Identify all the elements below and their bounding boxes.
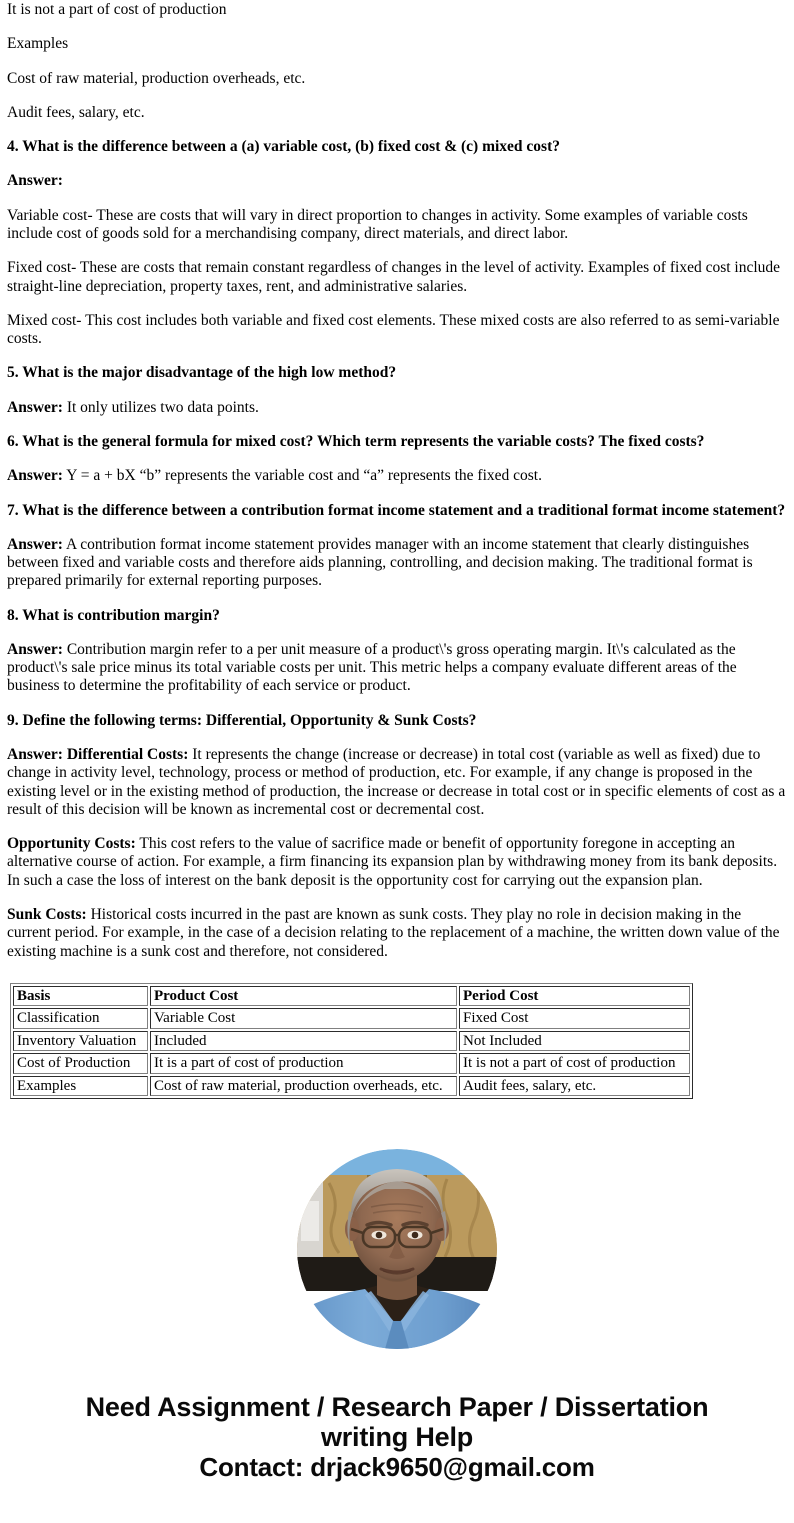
table-row (13, 1053, 690, 1074)
table-cell: Audit fees, salary, etc. (459, 1076, 690, 1097)
footer-line-2: writing Help (320, 1422, 474, 1453)
term-text: This cost refers to the value of sacrifice made or benefit of opportunity foregone in accepting an alternative course of action. For example, a firm financing its expansion plan by withdrawing money from its bank deposits. In such a case the loss of interest on the bank deposit is the opportunity cost for carrying out the expansion plan. (7, 835, 778, 889)
table-row (13, 1076, 690, 1097)
answer-paragraph: Mixed cost- This cost includes both variable and fixed cost elements. These mixed costs are also referred to as semi-variable costs. (7, 311, 780, 348)
table-cell: Variable Cost (150, 1008, 457, 1029)
table-header-row (13, 986, 690, 1007)
question-heading-6: 6. What is the general formula for mixed cost? Which term represents the variable costs? The fixed costs? (7, 432, 705, 450)
answer-label-differential: Answer: Differential Costs: (7, 746, 189, 764)
question-heading-5: 5. What is the major disadvantage of the high low method? (7, 364, 397, 382)
answer-text: Y = a + bX “b” represents the variable cost and “a” represents the fixed cost. (66, 467, 542, 485)
footer-banner (0, 1393, 794, 1502)
question-heading-4: 4. What is the difference between a (a) variable cost, (b) fixed cost & (c) mixed cost? (7, 138, 561, 156)
text-fragment: Audit fees, salary, etc. (7, 103, 145, 121)
avatar-container (0, 1149, 794, 1349)
table-cell: It is not a part of cost of production (459, 1053, 690, 1074)
question-heading-7: 7. What is the difference between a contribution format income statement and a traditional format income statement? (7, 501, 786, 519)
question-heading-8: 8. What is contribution margin? (7, 606, 220, 624)
answer-block-6 (7, 467, 787, 485)
answer-block-8 (7, 641, 787, 696)
term-text: Historical costs incurred in the past are known as sunk costs. They play no role in decision making in the current period. For example, in the case of a decision relating to the replacement of a machine, the written down value of the existing machine is a sunk cost and therefore, not considered. (7, 906, 780, 960)
term-sunk-costs (7, 906, 787, 961)
answer-label-4 (7, 172, 787, 190)
answer-block-7 (7, 536, 787, 591)
table-cell: Included (150, 1031, 457, 1052)
product-vs-period-cost-table (10, 983, 693, 1100)
table-cell: Fixed Cost (459, 1008, 690, 1029)
term-label: Sunk Costs: (7, 906, 87, 923)
footer-contact-line: Contact: drjack9650@gmail.com (199, 1452, 595, 1483)
answer-paragraph: Variable cost- These are costs that will vary in direct proportion to changes in activity. Some examples of variable costs include cost of goods sold for a merchandising company, direct materials, and direct labor. (7, 206, 748, 242)
table-row (13, 1031, 690, 1052)
question-heading-9: 9. Define the following terms: Differential, Opportunity & Sunk Costs? (7, 711, 477, 729)
table-cell: Cost of raw material, production overheads, etc. (150, 1076, 457, 1097)
table-cell: Not Included (459, 1031, 690, 1052)
footer-line-1: Need Assignment / Research Paper / Dissertation (85, 1392, 709, 1423)
answer-text: It represents the change (increase or decrease) in total cost (variable as well as fixed) due to change in activity level, technology, process or method of production, etc. For example, if any change is proposed in the existing level or in the existing method of production, the increase or decrease in total cost or in specific elements of cost as a result of this decision will be known as incremental cost or decremental cost. (7, 746, 786, 818)
answer-label: Answer: (7, 172, 63, 190)
table-cell: Examples (13, 1076, 148, 1097)
profile-photo-icon (297, 1149, 497, 1349)
table-header-cell: Basis (13, 986, 148, 1007)
answer-label: Answer: (7, 640, 63, 658)
term-label: Opportunity Costs: (7, 835, 136, 853)
answer-block-9 (7, 746, 787, 819)
avatar (297, 1149, 497, 1349)
table-cell: Cost of Production (13, 1053, 148, 1074)
text-fragment: It is not a part of cost of production (7, 1, 227, 18)
text-fragment: Examples (7, 35, 69, 53)
term-opportunity-costs (7, 835, 787, 890)
answer-text: It only utilizes two data points. (66, 398, 259, 416)
table-header-cell: Product Cost (150, 986, 457, 1007)
table-cell: Inventory Valuation (13, 1031, 148, 1052)
answer-label: Answer: (7, 535, 63, 553)
table-cell: It is a part of cost of production (150, 1053, 457, 1074)
answer-label: Answer: (7, 398, 63, 416)
text-fragment: Cost of raw material, production overheads, etc. (7, 69, 306, 87)
table-header-cell: Period Cost (459, 986, 690, 1007)
table-row (13, 1008, 690, 1029)
answer-text: A contribution format income statement provides manager with an income statement that clearly distinguishes between fixed and variable costs and therefore aids planning, controlling, and decision making. The traditional format is prepared primarily for external reporting purposes. (7, 535, 753, 590)
table-cell: Classification (13, 1008, 148, 1029)
answer-paragraph: Fixed cost- These are costs that remain constant regardless of changes in the level of activity. Examples of fixed cost include straight-line depreciation, property taxes, rent, and administrative salaries. (7, 259, 781, 295)
answer-block-5 (7, 399, 787, 417)
answer-text: Contribution margin refer to a per unit measure of a product\'s gross operating margin. It\'s calculated as the product\'s sale price minus its total variable costs per unit. This metric helps a company evaluate different areas of the business to determine the profitability of each service or product. (7, 640, 737, 695)
answer-label: Answer: (7, 467, 63, 485)
